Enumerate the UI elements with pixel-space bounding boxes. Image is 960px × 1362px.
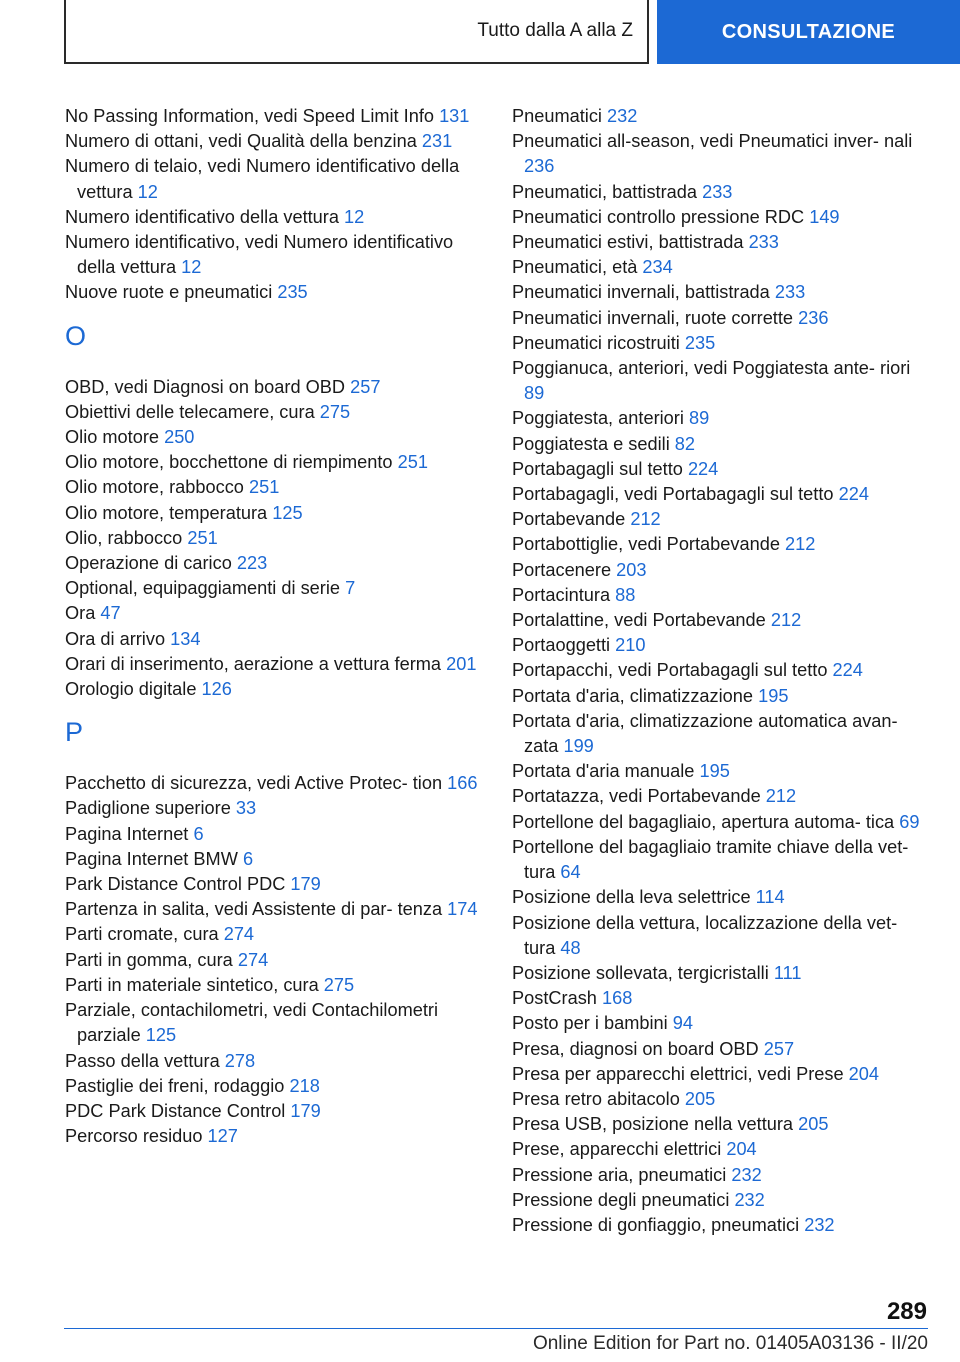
page-ref-link[interactable]: 174 [447,899,478,920]
page-ref-link[interactable]: 257 [350,376,381,397]
index-entry [512,583,932,608]
entry-text: Presa USB, posizione nella vettura [512,1114,794,1135]
page-ref-link[interactable]: 48 [560,937,581,958]
page-ref-link[interactable]: 33 [235,798,257,819]
page-ref-link[interactable]: 236 [524,156,555,177]
section-tab[interactable]: CONSULTAZIONE [657,0,960,64]
index-entry [65,154,485,204]
entry-text: PDC Park Distance Control [65,1100,286,1121]
index-entry [512,1188,932,1213]
page-ref-link[interactable]: 134 [170,628,201,649]
page-ref-link[interactable]: 12 [344,206,365,227]
index-entry [512,482,932,507]
index-entry [65,601,485,626]
index-entry [65,652,485,677]
index-entry [512,558,932,583]
entry-text: Olio motore, bocchettone di riempimento [65,452,393,473]
entry-text: Portellone del bagagliaio, apertura automa‐ tica [512,811,895,832]
entry-text: Pagina Internet BMW [65,848,238,869]
index-column-left [65,104,485,1149]
page-ref-link[interactable]: 168 [601,988,633,1009]
entry-text: Obiettivi delle telecamere, cura [65,401,315,422]
page-ref-link[interactable]: 235 [277,282,308,303]
page-ref-link[interactable]: 233 [702,181,733,202]
entry-text: PostCrash [512,988,597,1009]
index-entry [512,507,932,532]
entry-text: Portaoggetti [512,635,611,656]
entry-text: Portabottiglie, vedi Portabevande [512,534,780,555]
letter-heading-p: P [65,717,84,748]
entry-text: Passo della vettura [65,1050,220,1071]
entry-group-n [65,104,485,306]
entry-text: Posto per i bambini [512,1013,668,1034]
index-entry [65,1099,485,1124]
entry-text: Pastiglie dei freni, rodaggio [65,1075,285,1096]
index-entry [512,986,932,1011]
index-entry [512,104,932,129]
entry-group-p [65,771,485,1149]
index-entry [512,331,932,356]
index-entry [65,973,485,998]
page-ref-link[interactable]: 201 [446,653,477,674]
index-entry [512,1213,932,1238]
entry-text: Pneumatici, battistrada [512,181,698,202]
entry-text: Operazione di carico [65,553,232,574]
index-entry [65,677,485,702]
page-ref-link[interactable]: 232 [734,1189,765,1210]
index-entry [65,129,485,154]
index-entry [512,759,932,784]
index-entry [512,1137,932,1162]
index-entry [512,180,932,205]
index-entry [512,1011,932,1036]
page-ref-link[interactable]: 6 [193,823,204,844]
entry-text: Numero identificativo, vedi Numero identificativo della vettura [65,232,454,278]
entry-text: Prese, apparecchi elettrici [512,1139,722,1160]
index-entry [512,129,932,179]
page-ref-link[interactable]: 251 [249,477,280,498]
footer-rule [64,1328,928,1329]
index-entry [512,608,932,633]
entry-text: Presa, diagnosi on board OBD [512,1038,759,1059]
page-ref-link[interactable]: 212 [770,610,802,631]
entry-text: OBD, vedi Diagnosi on board OBD [65,376,346,397]
page-ref-link[interactable]: 251 [187,527,218,548]
entry-text: Portabevande [512,509,626,530]
entry-text: Poggiatesta e sedili [512,433,670,454]
page-ref-link[interactable]: 131 [439,106,470,126]
entry-text: Pressione aria, pneumatici [512,1164,727,1185]
page-ref-link[interactable]: 250 [164,427,195,448]
entry-text: Pneumatici invernali, battistrada [512,282,770,303]
index-entry [65,796,485,821]
index-entry [512,280,932,305]
page-ref-link[interactable]: 47 [100,603,121,624]
entry-group-pn [512,104,932,1238]
page-ref-link[interactable]: 179 [290,1100,321,1121]
page-ref-link[interactable]: 224 [838,484,869,505]
index-entry [512,406,932,431]
index-entry [512,457,932,482]
page-ref-link[interactable]: 111 [773,962,802,983]
entry-text: Percorso residuo [65,1126,203,1147]
entry-text: Orologio digitale [65,679,197,700]
entry-text: Parti in materiale sintetico, cura [65,974,319,995]
page-ref-link[interactable]: 126 [201,679,232,700]
index-entry [65,1074,485,1099]
page-ref-link[interactable]: 94 [672,1013,693,1034]
page-ref-link[interactable]: 199 [563,736,594,757]
index-entry [512,532,932,557]
entry-text: Partenza in salita, vedi Assistente di par‐ tenza [65,899,443,920]
page-ref-link[interactable]: 251 [397,452,428,473]
index-entry [512,1087,932,1112]
index-entry [65,897,485,922]
page-ref-link[interactable]: 114 [755,887,785,908]
index-entry [512,684,932,709]
index-entry [65,475,485,500]
entry-text: Olio motore, temperatura [65,502,268,523]
entry-text: Portata d'aria, climatizzazione automatica avan‐ zata [512,710,898,757]
entry-text: Portapacchi, vedi Portabagagli sul tetto [512,660,828,681]
page-ref-link[interactable]: 6 [242,848,254,869]
index-entry [65,104,485,129]
entry-text: Portabagagli, vedi Portabagagli sul tetto [512,484,834,505]
index-entry [65,1124,485,1149]
index-entry [65,501,485,526]
page-ref-link[interactable]: 218 [289,1075,320,1096]
index-entry [65,425,485,450]
entry-text: Numero di telaio, vedi Numero identificativo della vettura [65,156,460,202]
page-ref-link[interactable]: 12 [137,181,158,202]
index-entry [512,230,932,255]
entry-text: Pneumatici ricostruiti [512,332,680,353]
entry-text: Pressione degli pneumatici [512,1189,730,1210]
index-entry [512,1163,932,1188]
entry-text: Portalattine, vedi Portabevande [512,610,766,631]
entry-text: Olio, rabbocco [65,527,183,548]
index-entry [65,998,485,1048]
index-entry [512,1112,932,1137]
page-ref-link[interactable]: 203 [616,559,647,580]
entry-text: Orari di inserimento, aerazione a vettura ferma [65,653,442,674]
page-ref-link[interactable]: 82 [674,433,696,454]
entry-text: Pneumatici estivi, battistrada [512,232,744,253]
page-ref-link[interactable]: 232 [804,1214,835,1235]
page-ref-link[interactable]: 233 [748,232,779,253]
index-entry [512,306,932,331]
page-ref-link[interactable]: 64 [560,862,581,883]
entry-text: Parziale, contachilometri, vedi Contachilometri parziale [65,1000,439,1046]
entry-text: Nuove ruote e pneumatici [65,282,273,303]
index-entry [65,847,485,872]
entry-text: Parti in gomma, cura [65,949,233,970]
entry-text: Posizione della vettura, localizzazione della vet‐ tura [512,912,898,958]
entry-text: Olio motore, rabbocco [65,477,244,498]
page-ref-link[interactable]: 125 [272,502,303,523]
entry-text: Pagina Internet [65,823,189,844]
entry-text: Presa retro abitacolo [512,1088,680,1109]
page-ref-link[interactable]: 232 [607,106,638,126]
page-ref-link[interactable]: 127 [207,1126,238,1147]
index-entry [512,356,932,406]
index-entry [512,255,932,280]
page-ref-link[interactable]: 232 [731,1164,762,1185]
page-ref-link[interactable]: 224 [832,660,863,681]
index-entry [65,375,485,400]
index-entry [65,526,485,551]
index-entry [512,1062,932,1087]
entry-text: Portata d'aria manuale [512,761,695,782]
page-ref-link[interactable]: 69 [899,811,920,832]
page-ref-link[interactable]: 234 [642,257,673,278]
page-ref-link[interactable]: 89 [524,383,545,404]
entry-text: Padiglione superiore [65,798,231,819]
index-entry [65,922,485,947]
page-ref-link[interactable]: 223 [236,553,268,574]
entry-text: Pacchetto di sicurezza, vedi Active Protec‐ tion [65,773,443,794]
entry-text: Ora [65,603,96,624]
page-ref-link[interactable]: 212 [765,786,797,807]
entry-text: Portabagagli sul tetto [512,458,683,479]
entry-text: Posizione sollevata, tergicristalli [512,962,769,983]
entry-text: Pneumatici [512,106,602,126]
index-entry [65,205,485,230]
index-entry [512,658,932,683]
page-ref-link[interactable]: 231 [421,131,453,152]
entry-group-o [65,375,485,703]
page-ref-link[interactable]: 195 [758,685,789,706]
index-entry [512,961,932,986]
entry-text: Pneumatici all-season, vedi Pneumatici inver‐ nali [512,131,913,152]
page-ref-link[interactable]: 236 [798,307,829,328]
index-column-right [512,104,932,1238]
entry-text: Pneumatici controllo pressione RDC [512,206,805,227]
page-ref-link[interactable]: 275 [323,974,355,995]
index-entry [512,709,932,759]
page-ref-link[interactable]: 212 [630,509,661,530]
page-ref-link[interactable]: 89 [688,408,710,429]
index-entry [512,784,932,809]
index-entry [65,627,485,652]
page-ref-link[interactable]: 166 [447,773,478,794]
index-entry [512,633,932,658]
page-ref-link[interactable]: 205 [798,1114,829,1135]
page-ref-link[interactable]: 204 [848,1063,879,1084]
entry-text: Portata d'aria, climatizzazione [512,685,754,706]
page-ref-link[interactable]: 12 [181,257,202,278]
index-entry [65,230,485,280]
entry-text: Portellone del bagagliaio tramite chiave della vet‐ tura [512,836,909,883]
page-ref-link[interactable]: 149 [809,206,840,227]
page-ref-link[interactable]: 7 [345,578,356,599]
entry-text: Portacenere [512,559,612,580]
index-entry [512,432,932,457]
page-ref-link[interactable]: 88 [615,584,636,605]
entry-text: Portacintura [512,584,611,605]
page-ref-link[interactable]: 275 [319,401,351,422]
page-ref-link[interactable]: 278 [224,1050,256,1071]
entry-text: Presa per apparecchi elettrici, vedi Prese [512,1063,844,1084]
entry-text: No Passing Information, vedi Speed Limit Info [65,106,434,126]
footer-edition: Online Edition for Part no. 01405A03136 - II/20 [532,1333,928,1354]
page-ref-link[interactable]: 233 [774,282,806,303]
entry-text: Numero di ottani, vedi Qualità della benzina [65,131,417,152]
page-ref-link[interactable]: 212 [785,534,816,555]
page-ref-link[interactable]: 274 [237,949,269,970]
page-ref-link[interactable]: 224 [687,458,719,479]
entry-text: Numero identificativo della vettura [65,206,339,227]
index-entry [512,810,932,835]
page-ref-link[interactable]: 205 [684,1088,716,1109]
entry-text: Posizione della leva selettrice [512,887,751,908]
entry-text: Poggianuca, anteriori, vedi Poggiatesta ante‐ riori [512,358,911,379]
page-ref-link[interactable]: 274 [223,924,255,945]
index-entry [65,450,485,475]
page-number: 289 [886,1298,927,1325]
index-entry [65,280,485,305]
page-ref-link[interactable]: 204 [726,1139,757,1160]
index-entry [512,835,932,885]
entry-text: Park Distance Control PDC [65,874,286,895]
page-ref-link[interactable]: 210 [615,635,646,656]
index-entry [65,551,485,576]
entry-text: Pressione di gonfiaggio, pneumatici [512,1214,800,1235]
index-entry [512,205,932,230]
index-entry [65,1049,485,1074]
index-entry [512,911,932,961]
index-entry [65,872,485,897]
page-ref-link[interactable]: 257 [763,1038,795,1059]
index-entry [512,885,932,910]
page-header [0,0,960,68]
page-ref-link[interactable]: 125 [145,1025,177,1046]
page-ref-link[interactable]: 179 [290,874,321,895]
page-ref-link[interactable]: 235 [684,332,716,353]
index-entry [65,576,485,601]
letter-heading-o: O [65,320,87,351]
entry-text: Portatazza, vedi Portabevande [512,786,761,807]
entry-text: Pneumatici, età [512,257,638,278]
entry-text: Ora di arrivo [65,628,166,649]
index-entry [65,771,485,796]
index-entry [65,948,485,973]
entry-text: Optional, equipaggiamenti di serie [65,578,341,599]
page-ref-link[interactable]: 195 [699,761,730,782]
entry-text: Olio motore [65,427,160,448]
index-entry [512,1037,932,1062]
entry-text: Poggiatesta, anteriori [512,408,684,429]
index-entry [65,400,485,425]
entry-text: Parti cromate, cura [65,924,219,945]
section-title: Tutto dalla A alla Z [64,0,649,64]
index-entry [65,822,485,847]
entry-text: Pneumatici invernali, ruote corrette [512,307,794,328]
